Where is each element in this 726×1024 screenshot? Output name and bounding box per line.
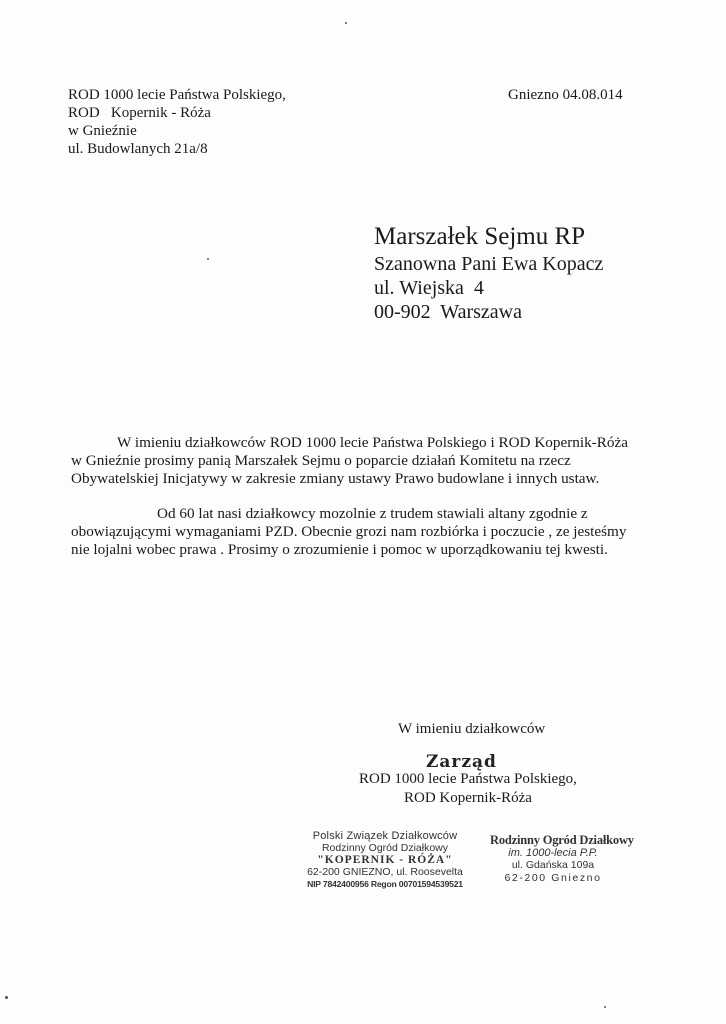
closing-org-1: ROD 1000 lecie Państwa Polskiego,: [359, 771, 577, 787]
letter-date: Gniezno 04.08.014: [508, 87, 623, 103]
sender-line-3: w Gnieźnie: [68, 123, 137, 139]
stamp-left-line-2: Rodzinny Ogród Działkowy: [321, 842, 449, 854]
stamp-right-line-4: 62-200 Gniezno: [504, 871, 602, 884]
stamp-left-line-1: Polski Związek Działkowców: [312, 830, 458, 842]
sender-line-4: ul. Budowlanych 21a/8: [68, 141, 208, 157]
sender-address: [68, 86, 286, 158]
recipient-title: Marszałek Sejmu RP: [374, 223, 586, 250]
sender-line-2: ROD Kopernik - Róża: [68, 105, 211, 121]
body-paragraph-1-line-1: W imieniu działkowców ROD 1000 lecie Państwa Polskiego i ROD Kopernik-Róża: [117, 434, 628, 451]
scan-speck: [604, 1006, 606, 1008]
body-paragraph-1-line-3: Obywatelskiej Inicjatywy w zakresie zmiany ustawy Prawo budowlane i innych ustaw.: [71, 470, 600, 487]
body-paragraph-2-line-3: nie lojalni wobec prawa . Prosimy o zrozumienie i pomoc w uporządkowaniu tej kwesti.: [71, 541, 608, 558]
scan-speck: [5, 996, 8, 999]
sender-line-1: ROD 1000 lecie Państwa Polskiego,: [68, 87, 286, 103]
garden-stamp: [490, 833, 634, 884]
association-stamp: [306, 830, 464, 890]
stamp-right-line-2: im. 1000-lecia P.P.: [508, 846, 598, 859]
recipient-name: Szanowna Pani Ewa Kopacz: [374, 253, 604, 275]
closing-org-2: ROD Kopernik-Róża: [404, 790, 532, 806]
scan-speck: [345, 22, 347, 24]
body-paragraph-1-line-2: w Gnieźnie prosimy panią Marszałek Sejmu o poparcie działań Komitetu na rzecz: [71, 452, 571, 469]
scan-speck: [207, 258, 209, 260]
closing-line: W imieniu działkowców: [398, 721, 546, 737]
stamp-left-line-3: "KOPERNIK - RÓŻA": [317, 854, 453, 866]
stamp-right-line-3: ul. Gdańska 109a: [511, 859, 595, 871]
stamp-left-line-5: NIP 7842400956 Regon 00701594539521: [307, 879, 463, 889]
stamp-left-line-4: 62-200 GNIEZNO, ul. Roosevelta: [307, 866, 463, 878]
recipient-city: 00-902 Warszawa: [374, 301, 522, 323]
body-paragraph-2-line-1: Od 60 lat nasi działkowcy mozolnie z trudem stawiali altany zgodnie z: [157, 505, 588, 522]
board-signature: Zarząd: [426, 752, 497, 772]
recipient-street: ul. Wiejska 4: [374, 277, 484, 299]
recipient-block: [374, 222, 603, 324]
body-paragraph-2-line-2: obowiązującymi wymaganiami PZD. Obecnie grozi nam rozbiórka i poczucie , ze jesteśmy: [71, 523, 627, 540]
stamp-right-line-1: Rodzinny Ogród Działkowy: [490, 833, 634, 847]
